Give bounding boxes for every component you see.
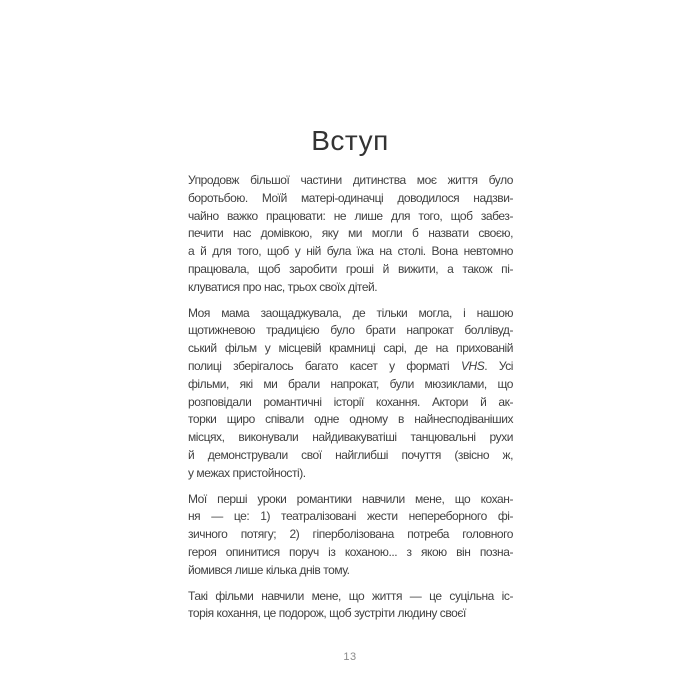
text-line: печити нас домівкою, яку ми могли б назвати своєю, [188, 226, 513, 241]
text-line: у межах пристойності). [188, 465, 306, 480]
text-line: торія кохання, це подорож, щоб зустріти людину своєї [188, 606, 466, 621]
body-text [188, 172, 513, 631]
text-line: Такі фільми навчили мене, що життя — це суцільна іс- [188, 588, 513, 603]
chapter-title: Вступ [311, 125, 389, 156]
paragraph [188, 305, 513, 483]
text-line: Мої перші уроки романтики навчили мене, що кохан- [188, 491, 513, 506]
text-line: працювала, щоб заробити гроші й вижити, а також пі- [188, 261, 513, 276]
text-line: йомився лише кілька днів тому. [188, 562, 350, 577]
text-line: героя опинитися поруч із коханою... з якою він позна- [188, 544, 513, 559]
text-line: місцях, виконували найдивакуватіші танцювальні рухи [188, 430, 513, 445]
text-line: ський фільм у місцевій крамниці сарі, де на прихованій [188, 341, 513, 356]
text-line: зичного потягу; 2) гіперболізована потреба головного [188, 527, 513, 542]
text-line: фільми, які ми брали напрокат, були мюзиклами, що [188, 376, 513, 391]
text-line: боротьбою. Моїй матері-одиначці доводилося надзви- [188, 190, 513, 205]
text-line: а й для того, щоб у ній була їжа на столі. Вона невтомно [188, 244, 513, 259]
paragraph [188, 172, 513, 297]
page-number: 13 [343, 651, 357, 663]
text-line: розповідали романтичні історії кохання. Актори й ак- [188, 394, 513, 409]
text-line: чайно важко працювати: не лише для того, щоб забез- [188, 208, 513, 223]
paragraph [188, 491, 513, 580]
text-line: торки щиро співали одне одному в найнесподіваніших [188, 412, 513, 427]
text-line: Упродовж більшої частини дитинства моє життя було [188, 173, 513, 187]
text-line: клуватися про нас, трьох своїх дітей. [188, 279, 378, 294]
text-line: ня — це: 1) театралізовані жести непереборного фі- [188, 509, 513, 524]
paragraph [188, 588, 513, 624]
text-line: й демонстрували свої найглибші почуття (звісно ж, [188, 447, 513, 462]
text-line: щотижневою традицією було брати напрокат боллівуд- [188, 323, 513, 338]
text-line: полиці зберігалось багато касет у форматі VHS. Усі [188, 358, 514, 373]
text-line: Моя мама заощаджувала, де тільки могла, і нашою [188, 305, 513, 320]
